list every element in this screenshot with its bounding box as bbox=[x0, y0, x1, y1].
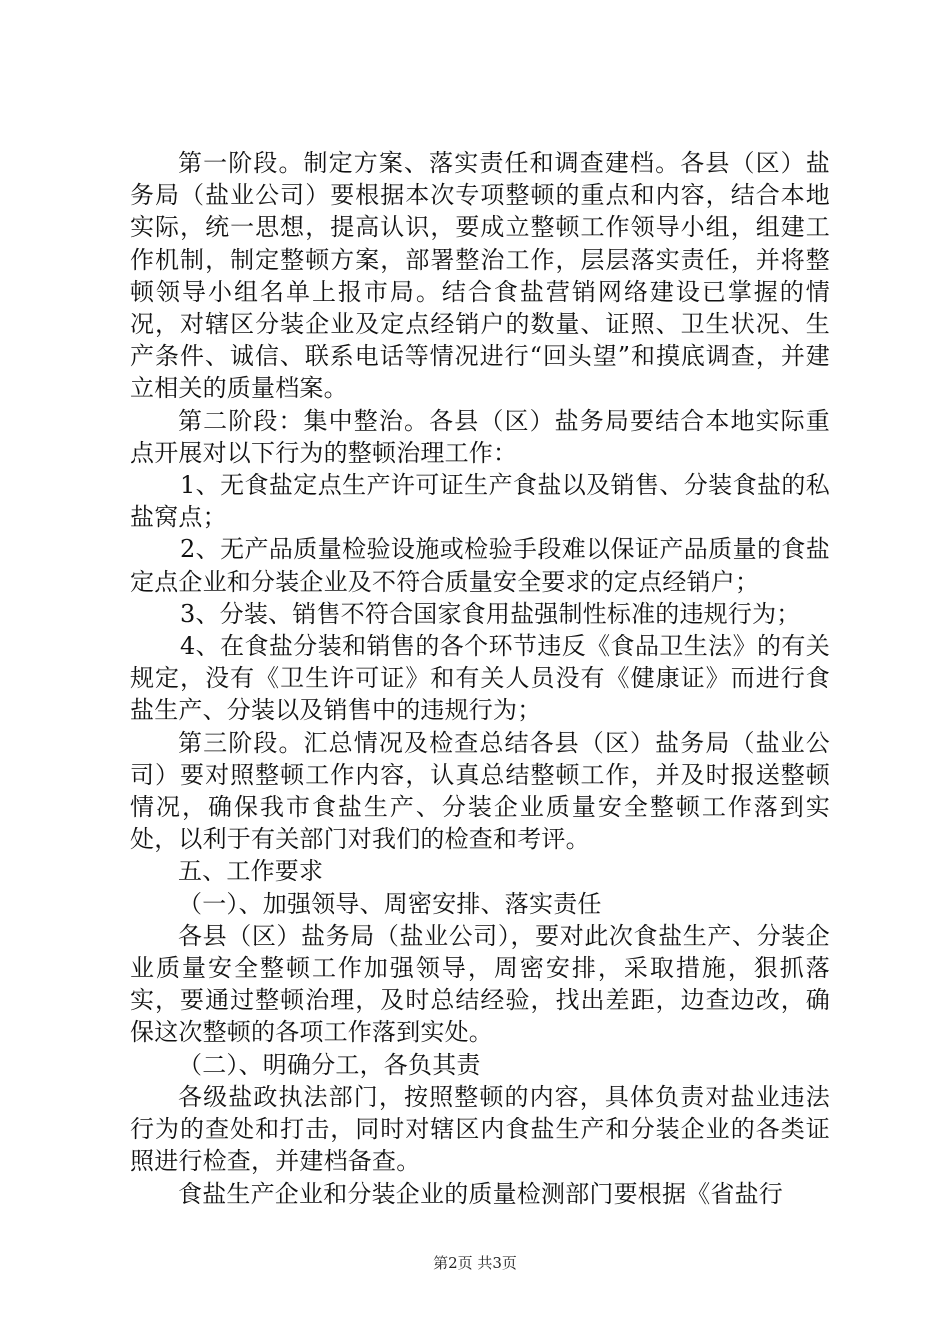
paragraph-enforcement: 各级盐政执法部门，按照整顿的内容，具体负责对盐业违法行为的查处和打击，同时对辖区内食盐生产和分装企业的各类证照进行检查，并建档备查。 bbox=[130, 1082, 830, 1176]
paragraph-leadership: 各县（区）盐务局（盐业公司），要对此次食盐生产、分装企业质量安全整顿工作加强领导，周密安排，采取措施，狠抓落实，要通过整顿治理，及时总结经验，找出差距，边查边改，确保这次整顿的各项工作落到实处。 bbox=[130, 921, 830, 1047]
subheading-2: （二）、明确分工，各负其责 bbox=[178, 1050, 481, 1079]
list-item-3: 3、分装、销售不符合国家食用盐强制性标准的违规行为； bbox=[180, 599, 801, 628]
list-item-1: 1、无食盐定点生产许可证生产食盐以及销售、分装食盐的私盐窝点； bbox=[130, 471, 830, 532]
section-heading-work-requirements: 五、工作要求 bbox=[178, 857, 324, 886]
page-footer: 第2页 共3页 bbox=[433, 1254, 517, 1272]
list-item-2: 2、无产品质量检验设施或检验手段难以保证产品质量的食盐定点企业和分装企业及不符合质量安全要求的定点经销户； bbox=[130, 535, 830, 596]
document-body bbox=[130, 147, 830, 1210]
paragraph-stage-two: 第二阶段：集中整治。各县（区）盐务局要结合本地实际重点开展对以下行为的整顿治理工作： bbox=[130, 406, 830, 467]
paragraph-quality-testing: 食盐生产企业和分装企业的质量检测部门要根据《省盐行 bbox=[178, 1179, 783, 1208]
list-item-4: 4、在食盐分装和销售的各个环节违反《食品卫生法》的有关规定，没有《卫生许可证》和有关人员没有《健康证》而进行食盐生产、分装以及销售中的违规行为； bbox=[130, 632, 830, 725]
paragraph-stage-one: 第一阶段。制定方案、落实责任和调查建档。各县（区）盐务局（盐业公司）要根据本次专项整顿的重点和内容，结合本地实际，统一思想，提高认识，要成立整顿工作领导小组，组建工作机制，制定整顿方案，部署整治工作，层层落实责任，并将整顿领导小组名单上报市局。结合食盐营销网络建设已掌握的情况，对辖区分装企业及定点经销户的数量、证照、卫生状况、生产条件、诚信、联系电话等情况进行“回头望”和摸底调查，并建立相关的质量档案。 bbox=[130, 149, 830, 403]
paragraph-stage-three: 第三阶段。汇总情况及检查总结各县（区）盐务局（盐业公司）要对照整顿工作内容，认真总结整顿工作，并及时报送整顿情况，确保我市食盐生产、分装企业质量安全整顿工作落到实处，以利于有关部门对我们的检查和考评。 bbox=[130, 728, 830, 854]
subheading-1: （一）、加强领导、周密安排、落实责任 bbox=[178, 889, 602, 918]
